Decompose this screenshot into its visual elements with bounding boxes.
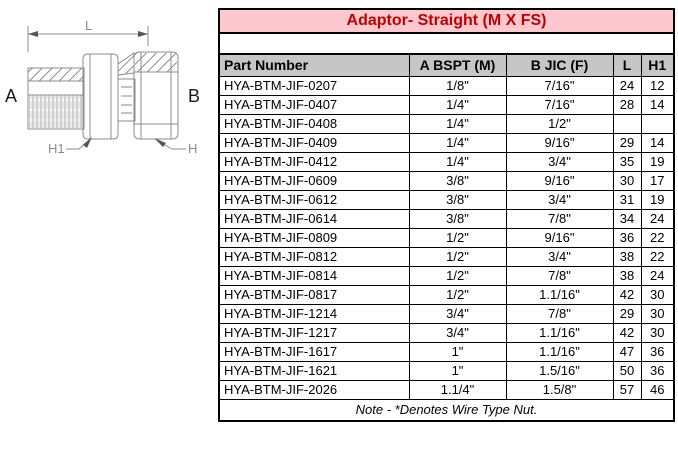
bspt-size-cell: 1/2" bbox=[409, 247, 506, 266]
h1-dim-cell: 46 bbox=[641, 380, 674, 399]
part-number-cell: HYA-BTM-JIF-0412 bbox=[219, 152, 409, 171]
jic-size-cell: 7/8" bbox=[506, 266, 613, 285]
h1-dim-cell: 22 bbox=[641, 228, 674, 247]
male-thread-hatch bbox=[28, 68, 84, 81]
table-note-row bbox=[219, 399, 674, 421]
table-row bbox=[219, 76, 674, 95]
thread-step-hatch bbox=[118, 53, 134, 75]
adaptor-diagram bbox=[0, 0, 216, 200]
l-dim-cell bbox=[613, 114, 641, 133]
h1-dim-cell: 17 bbox=[641, 171, 674, 190]
table-body bbox=[219, 76, 674, 399]
l-dim-cell: 57 bbox=[613, 380, 641, 399]
bspt-size-cell: 3/8" bbox=[409, 209, 506, 228]
table-row bbox=[219, 171, 674, 190]
table-row bbox=[219, 247, 674, 266]
jic-size-cell: 9/16" bbox=[506, 228, 613, 247]
spacer-cell bbox=[219, 33, 674, 54]
jic-size-cell: 1.5/8" bbox=[506, 380, 613, 399]
bspt-size-cell: 1/4" bbox=[409, 133, 506, 152]
swivel-collar bbox=[118, 79, 135, 121]
jic-size-cell: 3/4" bbox=[506, 190, 613, 209]
label-port-a: A bbox=[5, 86, 18, 106]
h1-dim-cell: 22 bbox=[641, 247, 674, 266]
part-number-cell: HYA-BTM-JIF-0207 bbox=[219, 76, 409, 95]
dim-label-l: L bbox=[85, 18, 93, 33]
table-row bbox=[219, 152, 674, 171]
bspt-size-cell: 3/8" bbox=[409, 190, 506, 209]
h1-dim-cell: 14 bbox=[641, 95, 674, 114]
table-row bbox=[219, 95, 674, 114]
jic-size-cell: 1.1/16" bbox=[506, 285, 613, 304]
bspt-size-cell: 1" bbox=[409, 361, 506, 380]
table-row bbox=[219, 323, 674, 342]
h1-dim-cell: 19 bbox=[641, 190, 674, 209]
bspt-size-cell: 1/4" bbox=[409, 152, 506, 171]
part-number-cell: HYA-BTM-JIF-0612 bbox=[219, 190, 409, 209]
l-dim-cell: 24 bbox=[613, 76, 641, 95]
bspt-size-cell: 1/2" bbox=[409, 228, 506, 247]
l-dim-cell: 35 bbox=[613, 152, 641, 171]
jic-size-cell: 7/8" bbox=[506, 304, 613, 323]
table-row bbox=[219, 228, 674, 247]
table-row bbox=[219, 304, 674, 323]
h1-dim-cell: 36 bbox=[641, 342, 674, 361]
table-row bbox=[219, 285, 674, 304]
part-number-cell: HYA-BTM-JIF-0814 bbox=[219, 266, 409, 285]
h1-dim-cell: 30 bbox=[641, 304, 674, 323]
bspt-size-cell: 1/2" bbox=[409, 266, 506, 285]
part-number-cell: HYA-BTM-JIF-2026 bbox=[219, 380, 409, 399]
l-dim-cell: 42 bbox=[613, 285, 641, 304]
table-row bbox=[219, 190, 674, 209]
dim-arrow-left bbox=[28, 31, 38, 37]
label-h: H bbox=[188, 141, 198, 156]
l-dim-cell: 29 bbox=[613, 304, 641, 323]
drawing-lines bbox=[28, 26, 186, 149]
l-dim-cell: 30 bbox=[613, 171, 641, 190]
part-number-cell: HYA-BTM-JIF-1621 bbox=[219, 361, 409, 380]
part-number-cell: HYA-BTM-JIF-1617 bbox=[219, 342, 409, 361]
table-title-row bbox=[219, 9, 674, 33]
jic-size-cell: 1.5/16" bbox=[506, 361, 613, 380]
table-row bbox=[219, 361, 674, 380]
table-row bbox=[219, 266, 674, 285]
table-row bbox=[219, 380, 674, 399]
table-title: Adaptor- Straight (M X FS) bbox=[219, 9, 674, 33]
adaptor-technical-drawing bbox=[0, 0, 216, 200]
h1-dim-cell: 30 bbox=[641, 323, 674, 342]
jic-size-cell: 9/16" bbox=[506, 171, 613, 190]
table-row bbox=[219, 209, 674, 228]
part-number-cell: HYA-BTM-JIF-1214 bbox=[219, 304, 409, 323]
h1-dim-cell bbox=[641, 114, 674, 133]
jic-size-cell: 7/8" bbox=[506, 209, 613, 228]
jic-size-cell: 1/2" bbox=[506, 114, 613, 133]
table-row bbox=[219, 114, 674, 133]
l-dim-cell: 34 bbox=[613, 209, 641, 228]
bspt-size-cell: 1/4" bbox=[409, 114, 506, 133]
hex-nut-h1 bbox=[83, 54, 118, 139]
l-dim-cell: 28 bbox=[613, 95, 641, 114]
part-number-cell: HYA-BTM-JIF-0812 bbox=[219, 247, 409, 266]
jic-size-cell: 7/16" bbox=[506, 95, 613, 114]
spec-table bbox=[218, 8, 675, 422]
jic-size-cell: 9/16" bbox=[506, 133, 613, 152]
bspt-size-cell: 1.1/4" bbox=[409, 380, 506, 399]
part-number-cell: HYA-BTM-JIF-0409 bbox=[219, 133, 409, 152]
table-row bbox=[219, 133, 674, 152]
col-header-part-number: Part Number bbox=[219, 54, 409, 76]
part-number-cell: HYA-BTM-JIF-0809 bbox=[219, 228, 409, 247]
h1-dim-cell: 36 bbox=[641, 361, 674, 380]
jic-size-cell: 3/4" bbox=[506, 247, 613, 266]
label-port-b: B bbox=[188, 86, 201, 106]
bspt-size-cell: 3/4" bbox=[409, 323, 506, 342]
bspt-size-cell: 1/2" bbox=[409, 285, 506, 304]
h1-dim-cell: 19 bbox=[641, 152, 674, 171]
part-number-cell: HYA-BTM-JIF-0609 bbox=[219, 171, 409, 190]
l-dim-cell: 42 bbox=[613, 323, 641, 342]
jic-size-cell: 1.1/16" bbox=[506, 342, 613, 361]
table-header-row bbox=[219, 54, 674, 76]
table-note: Note - *Denotes Wire Type Nut. bbox=[219, 399, 674, 421]
col-header-jic: B JIC (F) bbox=[506, 54, 613, 76]
bspt-size-cell: 3/4" bbox=[409, 304, 506, 323]
col-header-bspt: A BSPT (M) bbox=[409, 54, 506, 76]
l-dim-cell: 47 bbox=[613, 342, 641, 361]
part-number-cell: HYA-BTM-JIF-0817 bbox=[219, 285, 409, 304]
h1-dim-cell: 30 bbox=[641, 285, 674, 304]
h1-dim-cell: 14 bbox=[641, 133, 674, 152]
jic-size-cell: 7/16" bbox=[506, 76, 613, 95]
l-dim-cell: 31 bbox=[613, 190, 641, 209]
l-dim-cell: 29 bbox=[613, 133, 641, 152]
l-dim-cell: 38 bbox=[613, 266, 641, 285]
jic-size-cell: 1.1/16" bbox=[506, 323, 613, 342]
l-dim-cell: 50 bbox=[613, 361, 641, 380]
h1-dim-cell: 12 bbox=[641, 76, 674, 95]
col-header-l: L bbox=[613, 54, 641, 76]
dim-arrow-right bbox=[138, 31, 148, 37]
table-row bbox=[219, 342, 674, 361]
male-thread-section-lines bbox=[29, 95, 82, 128]
label-h1: H1 bbox=[48, 141, 65, 156]
l-dim-cell: 38 bbox=[613, 247, 641, 266]
part-number-cell: HYA-BTM-JIF-0614 bbox=[219, 209, 409, 228]
l-dim-cell: 36 bbox=[613, 228, 641, 247]
col-header-h1: H1 bbox=[641, 54, 674, 76]
bspt-size-cell: 1/8" bbox=[409, 76, 506, 95]
part-number-cell: HYA-BTM-JIF-0407 bbox=[219, 95, 409, 114]
h1-dim-cell: 24 bbox=[641, 266, 674, 285]
bspt-size-cell: 3/8" bbox=[409, 171, 506, 190]
part-number-cell: HYA-BTM-JIF-0408 bbox=[219, 114, 409, 133]
h1-dim-cell: 24 bbox=[641, 209, 674, 228]
bspt-size-cell: 1/4" bbox=[409, 95, 506, 114]
table-spacer-row bbox=[219, 33, 674, 54]
jic-size-cell: 3/4" bbox=[506, 152, 613, 171]
part-number-cell: HYA-BTM-JIF-1217 bbox=[219, 323, 409, 342]
bspt-size-cell: 1" bbox=[409, 342, 506, 361]
